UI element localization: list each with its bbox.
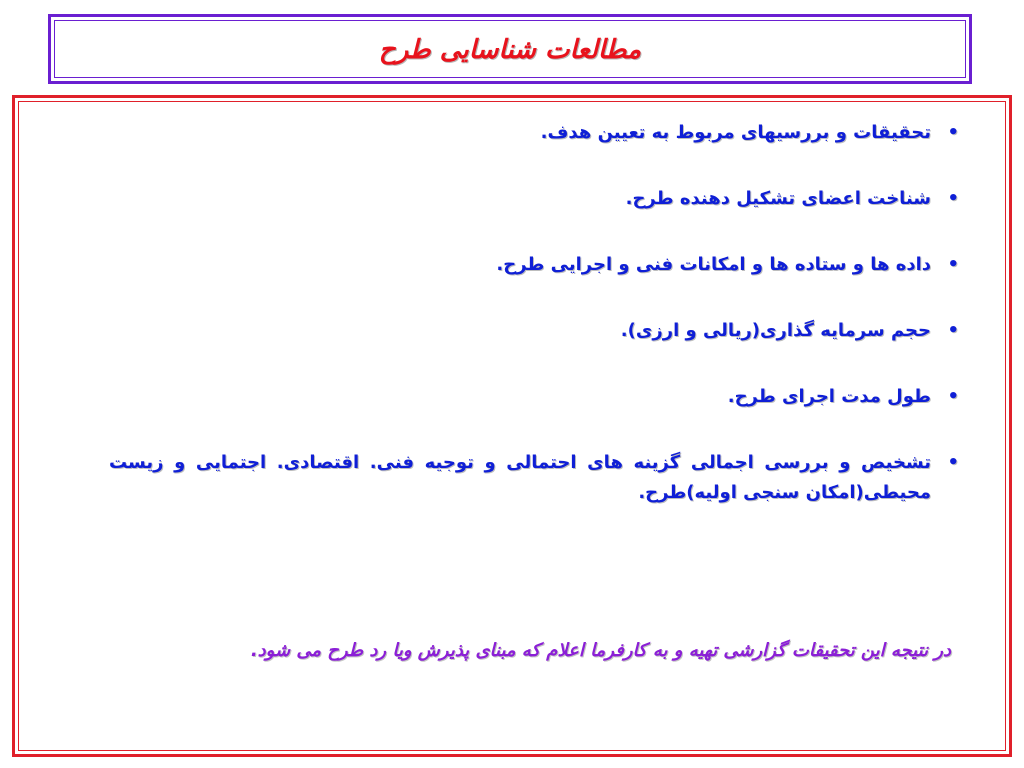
bullet-text: تحقیقات و بررسیهای مربوط به تعیین هدف. [540,122,931,143]
bullet-item [109,448,959,508]
bullet-dot-icon: • [947,188,959,209]
bullet-list [109,118,959,530]
bullet-item [109,118,959,148]
bullet-dot-icon: • [947,452,959,473]
slide-title: مطالعات شناسایی طرح [378,35,642,65]
bullet-text: شناخت اعضای تشکیل دهنده طرح. [625,188,931,209]
bullet-text: داده ها و ستاده ها و امکانات فنی و اجرایی طرح. [496,254,931,275]
bullet-dot-icon: • [947,254,959,275]
bullet-dot-icon: • [947,122,959,143]
bullet-text: حجم سرمایه گذاری(ریالی و ارزی). [620,320,931,341]
bullet-dot-icon: • [947,386,959,407]
bullet-dot-icon: • [947,320,959,341]
bullet-text: طول مدت اجرای طرح. [727,386,931,407]
bullet-item [109,316,959,346]
bullet-item [109,382,959,412]
bullet-item [109,184,959,214]
content-frame [12,95,1012,757]
title-frame [48,14,972,84]
bullet-text: تشخیص و بررسی اجمالی گزینه های احتمالی و توجیه فنی. اقتصادی. اجتمایی و زیست محیطی(امکان سنجی اولیه)طرح. [109,452,931,503]
conclusion-text: در نتیجه این تحقیقات گزارشی تهیه و به کارفرما اعلام که مبنای پذیرش ویا رد طرح می شود. [250,640,951,661]
bullet-item [109,250,959,280]
